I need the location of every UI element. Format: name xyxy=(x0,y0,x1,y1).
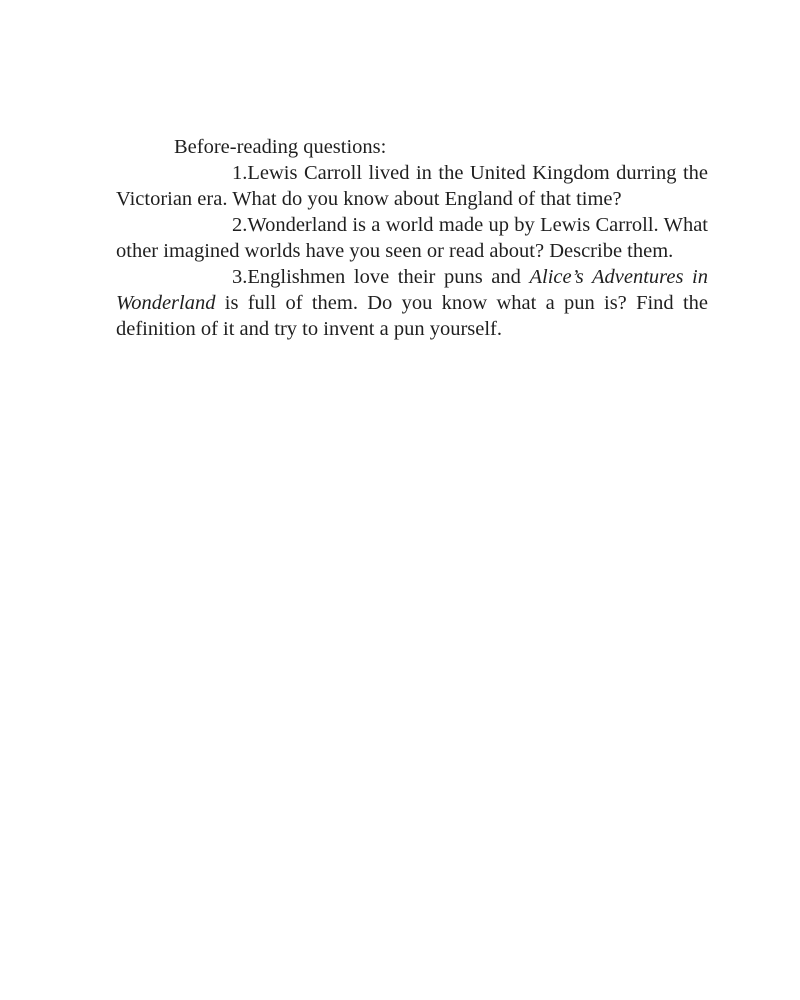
question-number: 3. xyxy=(232,266,248,288)
question-text: Wonderland is a world made up by Lewis Carroll. What other imagined worlds have you seen or read about? Describe them. xyxy=(116,214,708,262)
question-text-after: is full of them. Do you know what a pun is? Find the definition of it and try to invent a pun yourself. xyxy=(116,292,708,340)
question-item xyxy=(116,212,708,264)
book-title: Alice’s Adventures in Wonderland xyxy=(116,266,709,314)
question-item xyxy=(116,160,708,212)
section-heading: Before-reading questions: xyxy=(174,136,387,158)
question-text: Lewis Carroll lived in the United Kingdom durring the Victorian era. What do you know about England of that time? xyxy=(116,162,708,210)
question-text-before: Englishmen love their puns and xyxy=(247,266,530,288)
question-number: 1. xyxy=(232,162,248,184)
questions-section xyxy=(116,134,708,342)
question-number: 2. xyxy=(232,214,248,236)
question-item xyxy=(116,264,708,342)
